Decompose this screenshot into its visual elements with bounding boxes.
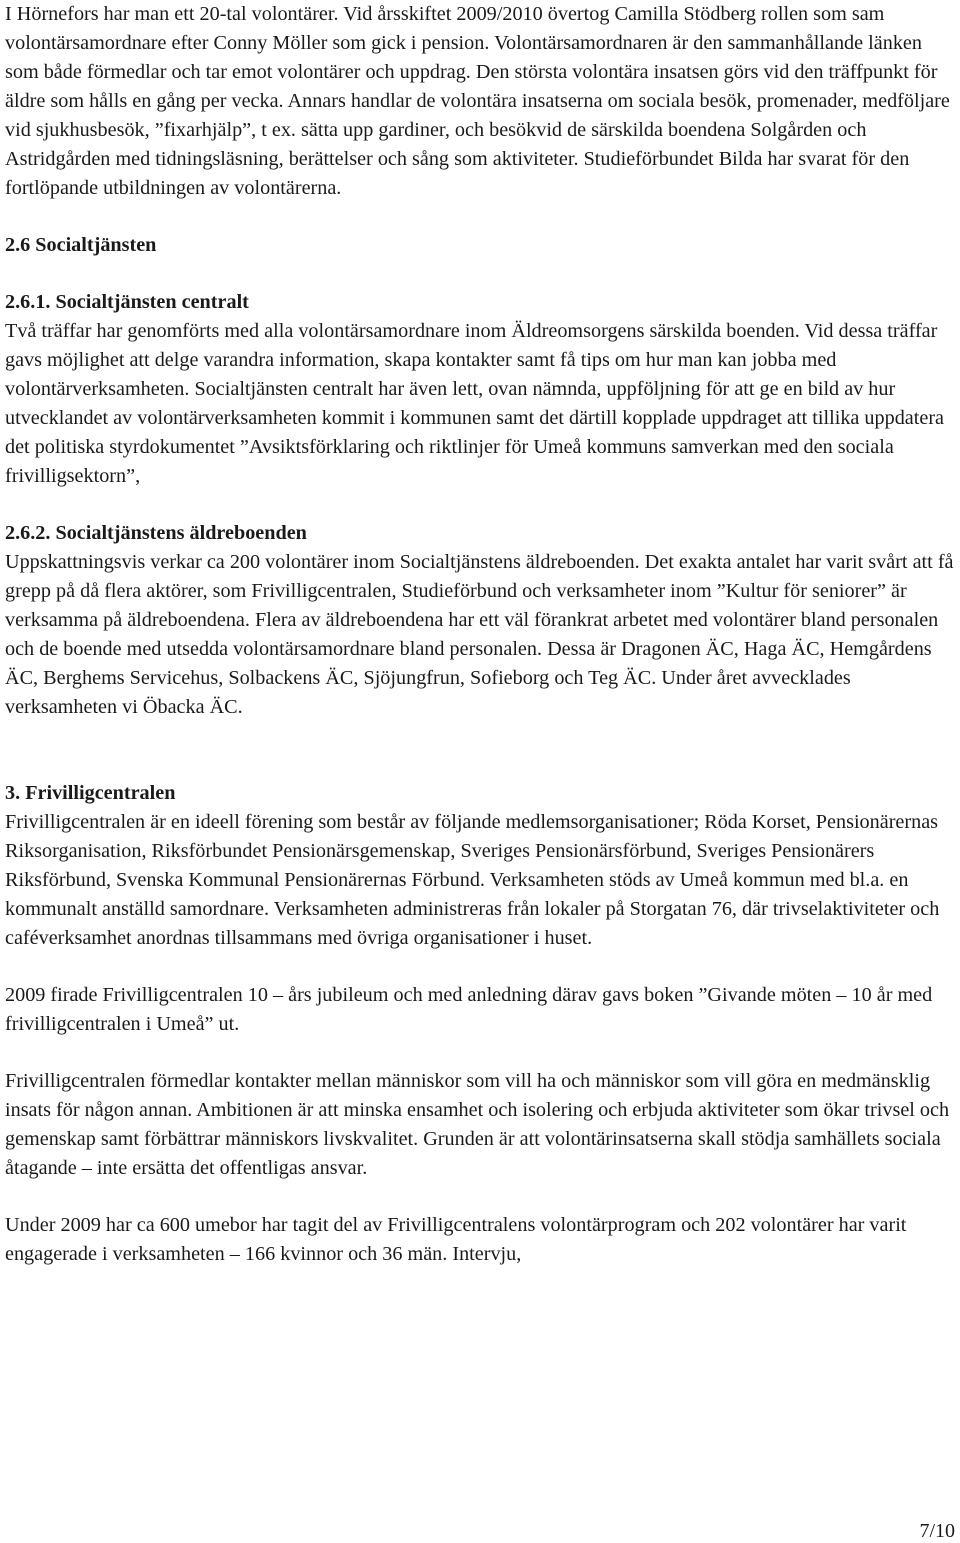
heading-3-frivilligcentralen: 3. Frivilligcentralen (5, 782, 176, 804)
paragraph-socialtjansten-centralt: Två träffar har genomförts med alla volontärsamordnare inom Äldreomsorgens särskilda boenden. Vid dessa träffar gavs möjlighet att delge varandra information, skapa kontakter samt få tips om hur man kan jobba med volontärverksamheten. Socialtjänsten centralt har även lett, ovan nämnda, uppföljning för att ge en bild av hur utvecklandet av volontärverksamheten kommit i kommunen samt det därtill kopplade uppdraget att tillika uppdatera det politiska styrdokumentet ”Avsiktsförklaring och riktlinjer för Umeå kommuns samverkan med den sociala frivilligsektorn”, (5, 320, 945, 487)
page-number: 7/10 (919, 1520, 955, 1542)
document-page (5, 0, 957, 1269)
heading-2-6-2-aldreboenden: 2.6.2. Socialtjänstens äldreboenden (5, 522, 307, 544)
paragraph-hornefors: I Hörnefors har man ett 20-tal volontärer. Vid årsskiftet 2009/2010 övertog Camilla Stödberg rollen som sam volontärsamordnare efter Conny Möller som gick i pension. Volontärsamordnaren är den sammanhållande länken som både förmedlar och tar emot volontärer och uppdrag. Den största volontära insatsen görs vid den träffpunkt för äldre som hålls en gång per vecka. Annars handlar de volontära insatserna om sociala besök, promenader, medföljare vid sjukhusbesök, ”fixarhjälp”, t ex. sätta upp gardiner, och besökvid de särskilda boendena Solgården och Astridgården med tidningsläsning, berättelser och sång som aktiviteter. Studieförbundet Bilda har svarat för den fortlöpande utbildningen av volontärerna. (5, 3, 950, 199)
paragraph-frivilligcentralen-forening: Frivilligcentralen är en ideell förening som består av följande medlemsorganisationer; Röda Korset, Pensionärernas Riksorganisation, Riksförbundet Pensionärsgemenskap, Sveriges Pensionärsförbund, Sveriges Pensionärers Riksförbund, Svenska Kommunal Pensionärernas Förbund. Verksamheten stöds av Umeå kommun med bl.a. en kommunalt anställd samordnare. Verksamheten administreras från lokaler på Storgatan 76, där trivselaktiviteter och caféverksamhet anordnas tillsammans med övriga organisationer i huset. (5, 811, 940, 949)
paragraph-formedlar-kontakter: Frivilligcentralen förmedlar kontakter mellan människor som vill ha och människor som vill göra en medmänsklig insats för någon annan. Ambitionen är att minska ensamhet och isolering och erbjuda aktiviteter som ökar trivsel och gemenskap samt förbättrar människors livskvalitet. Grunden är att volontärinsatserna skall stödja samhällets sociala åtagande – inte ersätta det offentligas ansvar. (5, 1070, 950, 1179)
heading-2-6-1-socialtjansten-centralt: 2.6.1. Socialtjänsten centralt (5, 291, 249, 313)
paragraph-volontarprogram: Under 2009 har ca 600 umebor har tagit del av Frivilligcentralens volontärprogram och 202 volontärer har varit engagerade i verksamheten – 166 kvinnor och 36 män. Intervju, (5, 1214, 907, 1265)
paragraph-aldreboenden: Uppskattningsvis verkar ca 200 volontärer inom Socialtjänstens äldreboenden. Det exakta antalet har varit svårt att få grepp på då flera aktörer, som Frivilligcentralen, Studieförbund och verksamheter inom ”Kultur för seniorer” är verksamma på äldreboendena. Flera av äldreboendena har ett väl förankrat arbetet med volontärer bland personalen och de boende med utsedda volontärsamordnare bland personalen. Dessa är Dragonen ÄC, Haga ÄC, Hemgårdens ÄC, Berghems Servicehus, Solbackens ÄC, Sjöjungfrun, Sofieborg och Teg ÄC. Under året avvecklades verksamheten vi Öbacka ÄC. (5, 551, 954, 718)
heading-2-6-socialtjansten: 2.6 Socialtjänsten (5, 234, 157, 256)
paragraph-jubileum: 2009 firade Frivilligcentralen 10 – års jubileum och med anledning därav gavs boken ”Givande möten – 10 år med frivilligcentralen i Umeå” ut. (5, 984, 933, 1035)
